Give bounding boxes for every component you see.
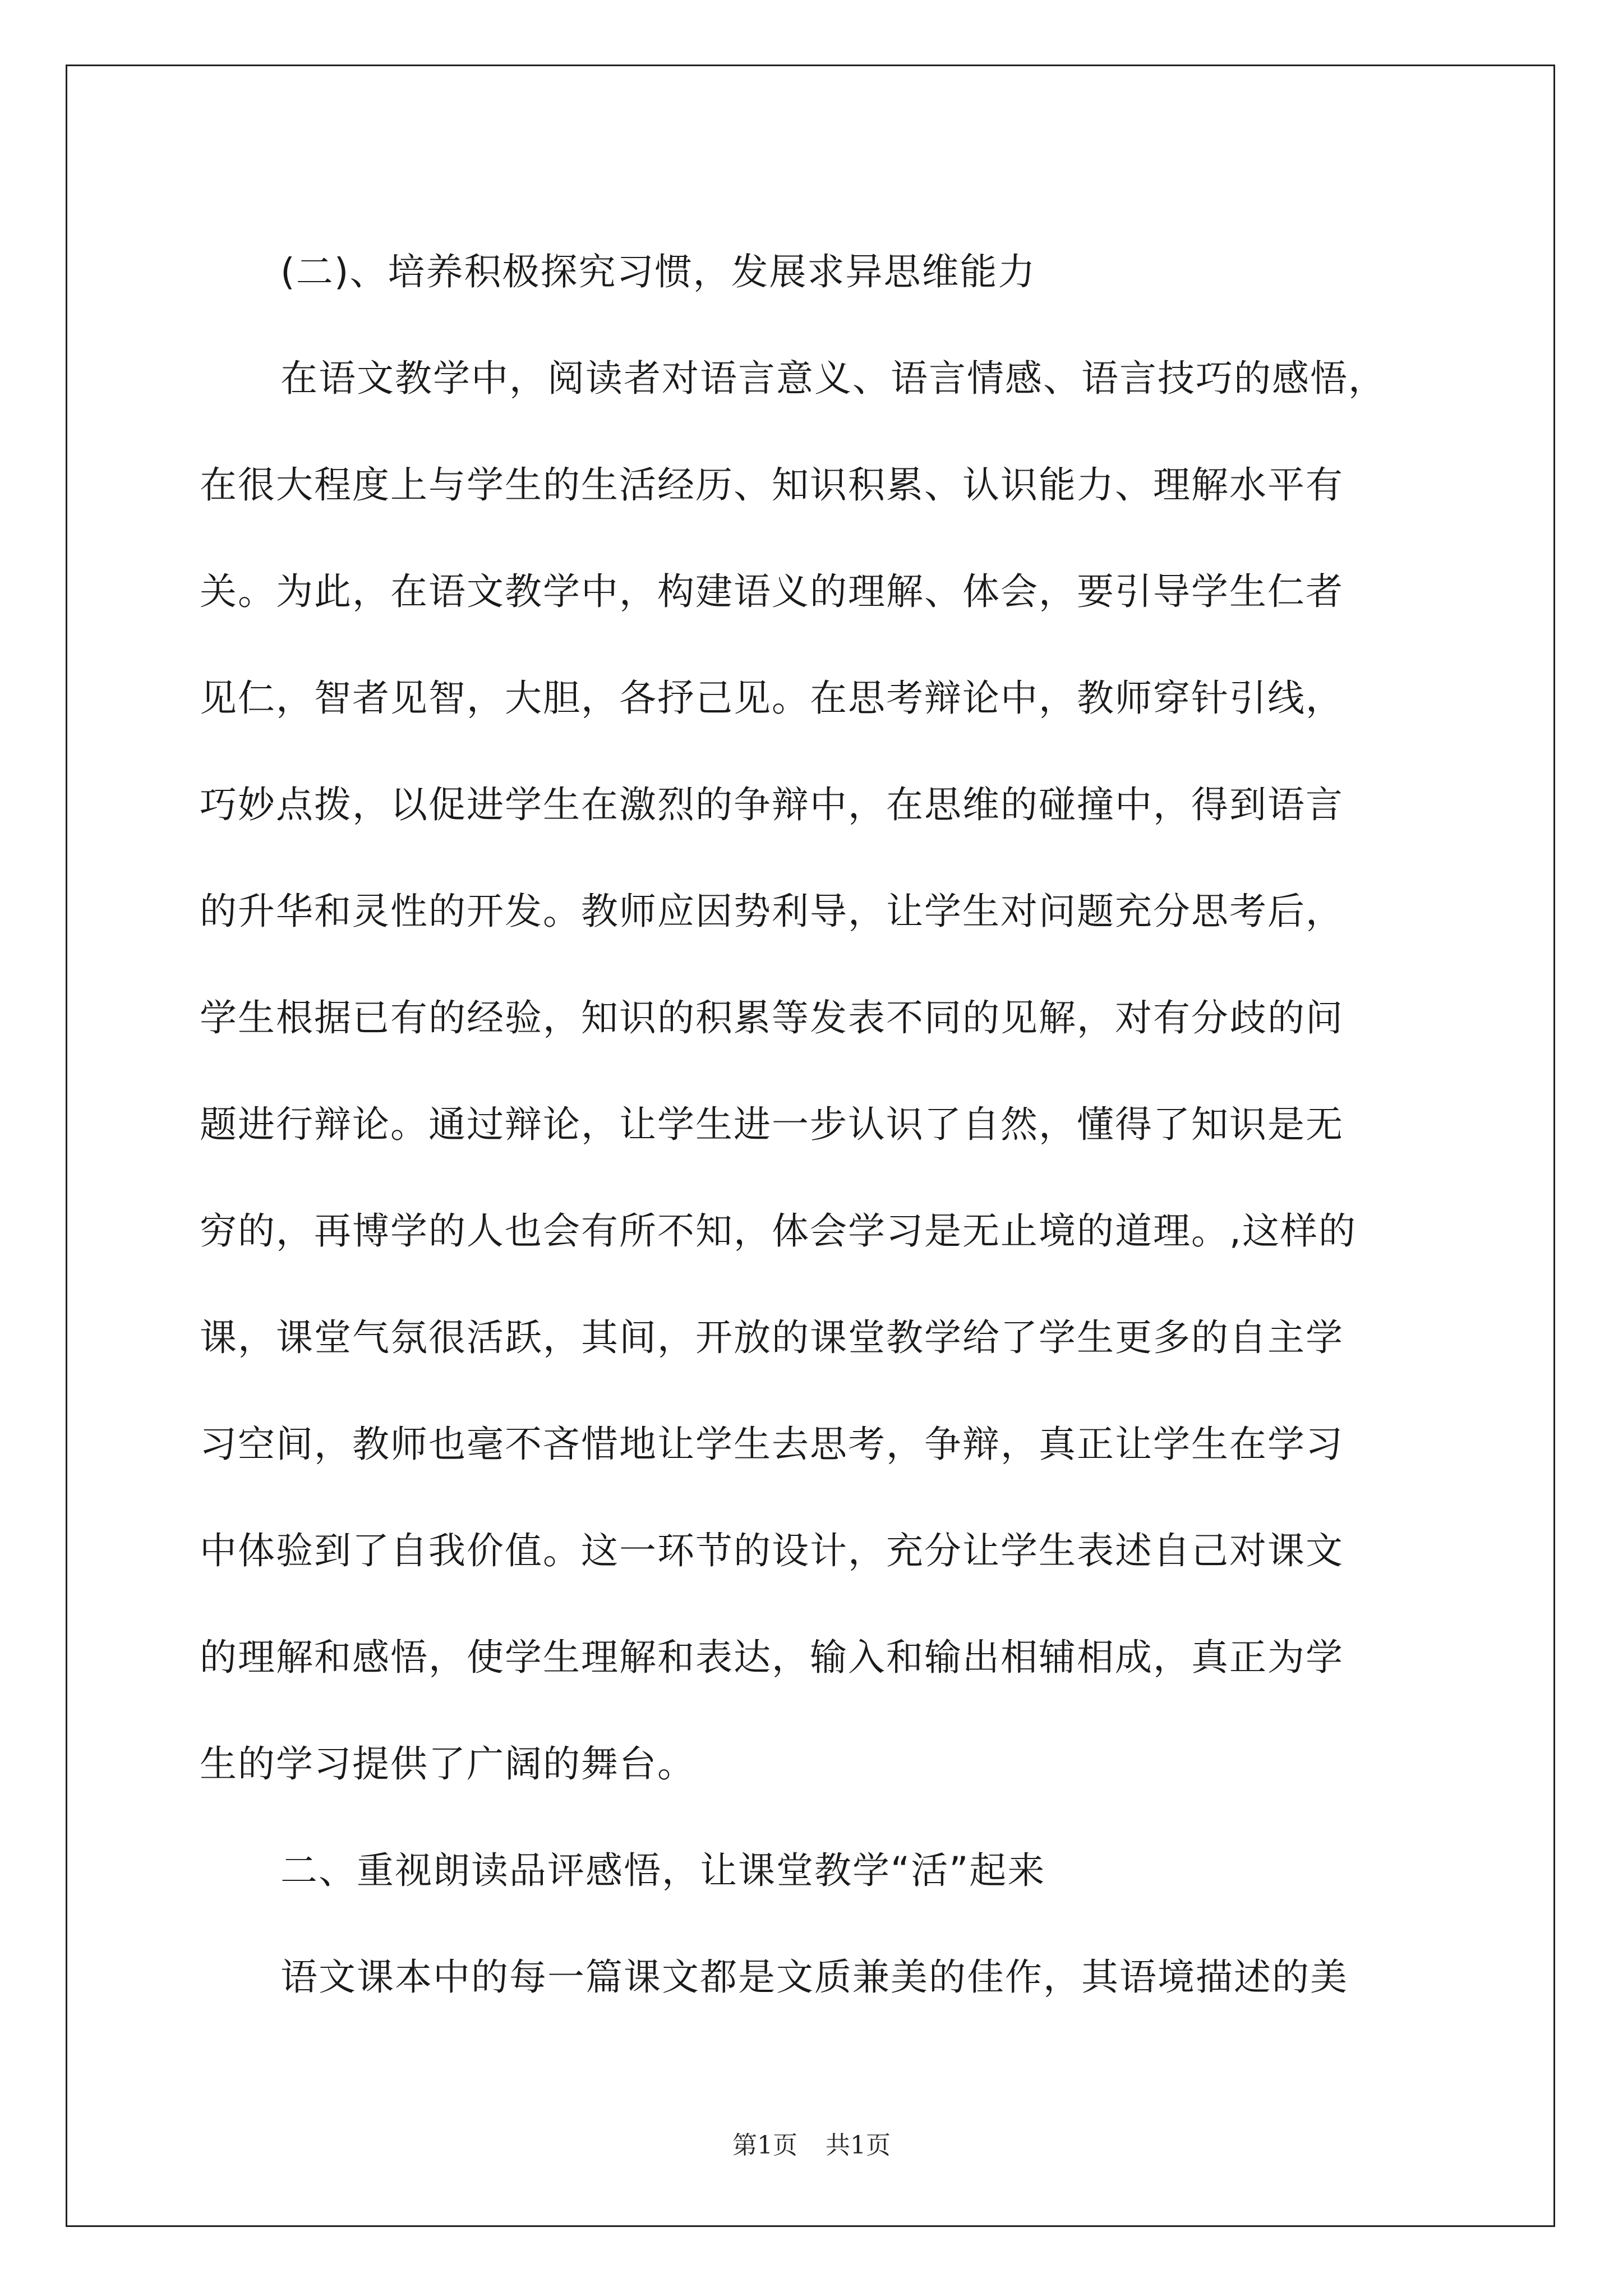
paragraph-line: 习空间，教师也毫不吝惜地让学生去思考，争辩，真正让学生在学习 — [200, 1423, 1344, 1466]
paragraph-line: 语文课本中的每一篇课文都是文质兼美的佳作，其语境描述的美 — [280, 1955, 1348, 1999]
paragraph-line: 见仁，智者见智，大胆，各抒己见。在思考辩论中，教师穿针引线， — [200, 677, 1344, 720]
paragraph-line: 学生根据已有的经验，知识的积累等发表不同的见解，对有分歧的问 — [200, 996, 1344, 1039]
paragraph-line: 课，课堂气氛很活跃，其间，开放的课堂教学给了学生更多的自主学 — [200, 1316, 1344, 1359]
paragraph-line: 关。为此，在语文教学中，构建语义的理解、体会，要引导学生仁者 — [200, 570, 1344, 613]
paragraph-line: 巧妙点拨，以促进学生在激烈的争辩中，在思维的碰撞中，得到语言 — [200, 783, 1344, 826]
section-heading: (二)、培养积极探究习惯，发展求异思维能力 — [280, 250, 1036, 293]
paragraph-line: 中体验到了自我价值。这一环节的设计，充分让学生表述自己对课文 — [200, 1529, 1344, 1572]
paragraph-line: 题进行辩论。通过辩论，让学生进一步认识了自然，懂得了知识是无 — [200, 1103, 1344, 1146]
page-number-total: 共1页 — [826, 2131, 891, 2160]
paragraph-line: 在很大程度上与学生的生活经历、知识积累、认识能力、理解水平有 — [200, 463, 1344, 507]
paragraph-line: 生的学习提供了广阔的舞台。 — [200, 1742, 695, 1786]
page-number-current: 第1页 — [732, 2131, 797, 2160]
document-body — [200, 219, 1433, 2031]
section-heading: 二、重视朗读品评感悟，让课堂教学“活”起来 — [280, 1849, 1046, 1892]
paragraph-line: 在语文教学中，阅读者对语言意义、语言情感、语言技巧的感悟， — [280, 357, 1386, 400]
page-footer — [0, 2125, 1623, 2161]
paragraph-line: 穷的，再博学的人也会有所不知，体会学习是无止境的道理。,这样的 — [200, 1209, 1357, 1253]
paragraph-line: 的理解和感悟，使学生理解和表达，输入和输出相辅相成，真正为学 — [200, 1636, 1344, 1679]
paragraph-line: 的升华和灵性的开发。教师应因势利导，让学生对问题充分思考后， — [200, 890, 1344, 933]
